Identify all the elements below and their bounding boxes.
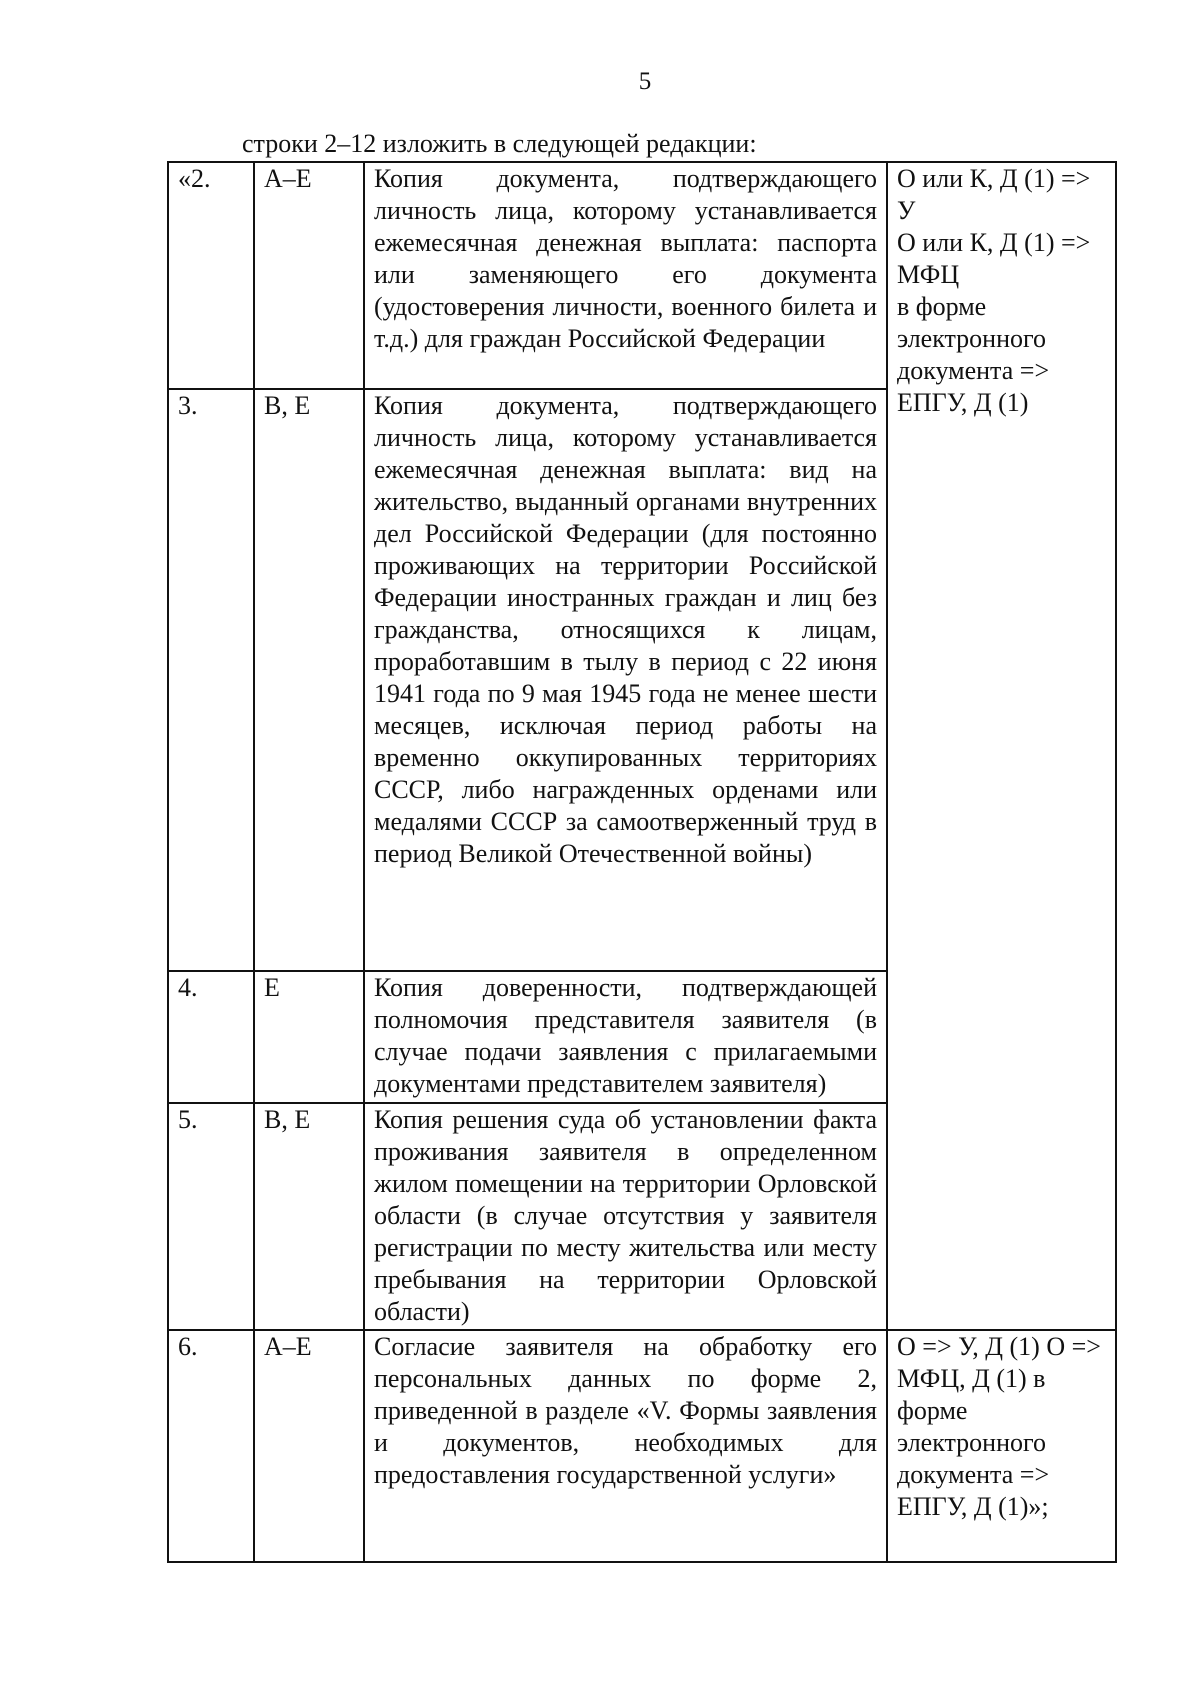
submission-method-line: в форме электронного документа => ЕПГУ, Д (1) [897,292,1050,417]
intro-text: строки 2–12 изложить в следующей редакции: [242,129,757,158]
row-description: Копия решения суда об установлении факта проживания заявителя в определенном жилом помещении на территории Орловской области (в случае отсутствия у заявителя регистрации по месту жительства или месту пребывания на территории Орловской области) [364,1103,887,1330]
row-number: 4. [168,971,254,1103]
row-number: 3. [168,389,254,971]
submission-method-cell: О => У, Д (1) О => МФЦ, Д (1) в форме электронного документа => ЕПГУ, Д (1)»; [887,1330,1116,1562]
row-category-code: В, Е [254,389,364,971]
row-category-code: Е [254,971,364,1103]
documents-table [167,161,1117,1563]
table-row [168,1330,1116,1562]
row-description: Копия документа, подтверждающего личность лица, которому устанавливается ежемесячная денежная выплата: паспорта или заменяющего его документа (удостоверения личности, военного билета и т.д.) для граждан Российской Федерации [364,162,887,389]
submission-method-cell [887,162,1116,1330]
row-number: «2. [168,162,254,389]
submission-method-line: О или К, Д (1) => У [897,164,1091,225]
row-category-code: В, Е [254,1103,364,1330]
row-number: 5. [168,1103,254,1330]
row-description: Копия доверенности, подтверждающей полномочия представителя заявителя (в случае подачи заявления с прилагаемыми документами представителем заявителя) [364,971,887,1103]
row-category-code: А–Е [254,1330,364,1562]
row-number: 6. [168,1330,254,1562]
row-category-code: А–Е [254,162,364,389]
page-number: 5 [638,68,652,95]
table-row [168,162,1116,389]
row-description: Копия документа, подтверждающего личность лица, которому устанавливается ежемесячная денежная выплата: вид на жительство, выданный органами внутренних дел Российской Федерации (для постоянно проживающих на территории Российской Федерации иностранных граждан и лиц без гражданства, относящихся к лицам, проработавшим в тылу в период с 22 июня 1941 года по 9 мая 1945 года не менее шести месяцев, исключая период работы на временно оккупированных территориях СССР, либо награжденных орденами или медалями СССР за самоотверженный труд в период Великой Отечественной войны) [364,389,887,971]
row-description: Согласие заявителя на обработку его персональных данных по форме 2, приведенной в разделе «V. Формы заявления и документов, необходимых для предоставления государственной услуги» [364,1330,887,1562]
submission-method-line: О или К, Д (1) => МФЦ [897,228,1091,289]
